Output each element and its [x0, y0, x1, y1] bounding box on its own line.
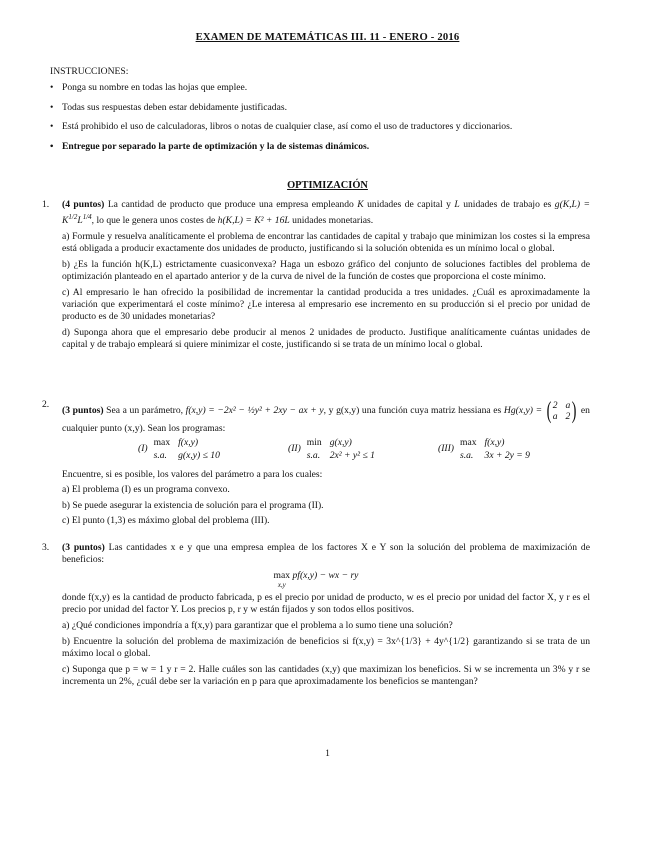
instruction-item: • Todas sus respuestas deben estar debidamente justificadas. [50, 102, 610, 114]
program-st: s.a. [306, 449, 321, 461]
hessian-matrix: ( 2 a a 2 ) [546, 398, 577, 424]
cost-function: h(K,L) = K² + 16L [217, 215, 290, 227]
program-op: max [153, 437, 171, 449]
instructions-block [50, 66, 610, 161]
instruction-item: • Está prohibido el uso de calculadoras, libros o notas de cualquier clase, así como el uso de traductores y diccionarios. [50, 121, 610, 133]
program-constraint: 2x² + y² ≤ 1 [329, 449, 375, 461]
var-L: L [454, 199, 460, 210]
problem-1 [42, 199, 590, 352]
problem-1-part-b: b) ¿Es la función h(K,L) estrictamente cuasiconvexa? Haga un esbozo gráfico del conjunto de soluciones factibles del problema de optimización planteado en el apartado anterior y de la curva de nivel de la función de costes que proporciona el coste mínimo. [62, 258, 590, 283]
statement-text: Las cantidades x e y que una empresa emplea de los factores X e Y son la solución del problema de maximización de beneficios: [62, 542, 590, 566]
program-op: max [459, 437, 477, 449]
problem-2-part-c: c) El punto (1,3) es máximo global del problema (III). [62, 515, 270, 527]
problem-number: 2. [42, 399, 50, 410]
program-label: (II) [288, 443, 301, 455]
problem-number: 1. [42, 199, 50, 210]
program-II [288, 437, 383, 462]
statement-text: La cantidad de producto que produce una empresa empleando [104, 199, 358, 210]
programs-row [62, 437, 590, 465]
instructions-list [50, 82, 610, 153]
statement-text: unidades de capital y [363, 199, 455, 210]
program-label: (I) [138, 443, 148, 455]
program-st: s.a. [153, 449, 167, 461]
program-objective: f(x,y) [484, 437, 505, 449]
var-K: K [357, 199, 364, 210]
instructions-heading: INSTRUCCIONES: [50, 66, 129, 77]
equation-subscript: x,y [277, 580, 286, 589]
statement-text: en cualquier punto (x,y). Sean los programas: [62, 405, 590, 434]
program-III [438, 437, 538, 462]
program-constraint: g(x,y) ≤ 10 [178, 449, 220, 461]
program-label: (III) [438, 443, 454, 455]
equation-op: max [273, 569, 291, 581]
hessian-label: Hg(x,y) = [503, 405, 543, 417]
problem-1-part-c: c) Al empresario le han ofrecido la posibilidad de incrementar la cantidad producida a tres unidades. ¿Cuál es aproximadamente la variación que experimentará el coste mínimo? ¿Le interesa al empresario ese incremento en su producción si el precio por unidad de producto es de 30 unidades monetarias? [62, 286, 590, 323]
page-number: 1 [325, 748, 330, 759]
problem-3-statement [62, 542, 590, 567]
matrix-entry: 2 [552, 400, 558, 411]
problem-points: (3 puntos) [62, 405, 104, 417]
objective-function: f(x,y) = −2x² − ½y² + 2xy − ax + y [185, 405, 324, 417]
instruction-item-bold: • Entregue por separado la parte de optimización y la de sistemas dinámicos. [50, 141, 610, 153]
problem-2 [42, 399, 590, 528]
problem-3-part-b: b) Encuentre la solución del problema de maximización de beneficios si f(x,y) = 3x^{1/3} + 4y^{1/2} garantizando si se trata de un máximo local o global. [62, 635, 590, 659]
problem-3-part-a: a) ¿Qué condiciones impondría a f(x,y) para garantizar que el problema a lo sumo tiene una solución? [62, 620, 453, 632]
matrix-entry: a [565, 400, 571, 411]
program-I [138, 437, 228, 462]
problem-number: 3. [42, 542, 50, 553]
problem-points: (3 puntos) [62, 542, 105, 553]
statement-text: Sea a un parámetro, [103, 405, 186, 417]
problem-3 [42, 542, 590, 688]
equation-body: pf(x,y) − wx − ry [292, 569, 359, 581]
problem-points: (4 puntos) [62, 199, 105, 210]
program-objective: f(x,y) [178, 437, 199, 449]
problem-3-part-c: c) Suponga que p = w = 1 y r = 2. Halle cuáles son las cantidades (x,y) que maximizan los beneficios. Si w se incrementa un 3% y r se incrementa un 2%, ¿cuál debe ser la variación en p para que aproximadamente los beneficios se mantengan? [62, 663, 590, 687]
matrix-entry: a [552, 411, 558, 422]
problem-1-part-a: a) Formule y resuelva analíticamente el problema de encontrar las cantidades de capital y trabajo que minimizan los costes si la empresa está obligada a producir exactamente dos unidades de producto, justificando si la solución obtenida es un mínimo local o global. [62, 231, 590, 255]
problem-2-part-a: a) El problema (I) es un programa convexo. [62, 484, 230, 496]
statement-text: unidades monetarias. [289, 215, 374, 227]
program-objective: g(x,y) [329, 437, 352, 449]
program-op: min [306, 437, 322, 449]
matrix-entry: 2 [565, 411, 571, 422]
program-st: s.a. [459, 449, 474, 461]
statement-text: , y g(x,y) una función cuya matriz hessiana es [323, 405, 504, 417]
profit-equation [42, 570, 590, 589]
problem-2-lead: Encuentre, si es posible, los valores del parámetro a para los cuales: [62, 468, 323, 480]
statement-text: unidades de trabajo es [459, 199, 555, 210]
exam-title: EXAMEN DE MATEMÁTICAS III. 11 - ENERO - 2016 [195, 32, 460, 43]
problem-2-part-b: b) Se puede asegurar la existencia de solución para el programa (II). [62, 499, 324, 511]
instruction-item: • Ponga su nombre en todas las hojas que emplee. [50, 82, 610, 94]
problem-1-part-d: d) Suponga ahora que el empresario debe producir al menos 2 unidades de producto. Justifique analíticamente cuántas unidades de capital y de trabajo empleará si quiere minimizar el coste, justificando si se trata de un mínimo local o global. [62, 327, 590, 351]
problem-2-statement [62, 399, 590, 435]
production-function: g(K,L) = K [62, 199, 591, 227]
problem-1-statement: (4 puntos) La cantidad de producto que produce una empresa empleando K unidades de capital y L unidades de trabajo es $g(K,L) = K^{1/2}L^{1/4}$, lo que le genera unos costes de h(K,L) = K² + 16L unidades monetarias. [62, 199, 591, 227]
program-constraint: 3x + 2y = 9 [484, 449, 530, 461]
problem-3-after: donde f(x,y) es la cantidad de producto fabricada, p es el precio por unidad de producto, w es el precio por unidad del factor X, y r es el precio por unidad del factor Y. Los precios p, r y w están fijados y son todos ellos positivos. [62, 592, 590, 616]
statement-text: , lo que le genera unos costes de [91, 215, 218, 227]
section-title: OPTIMIZACIÓN [287, 180, 368, 191]
